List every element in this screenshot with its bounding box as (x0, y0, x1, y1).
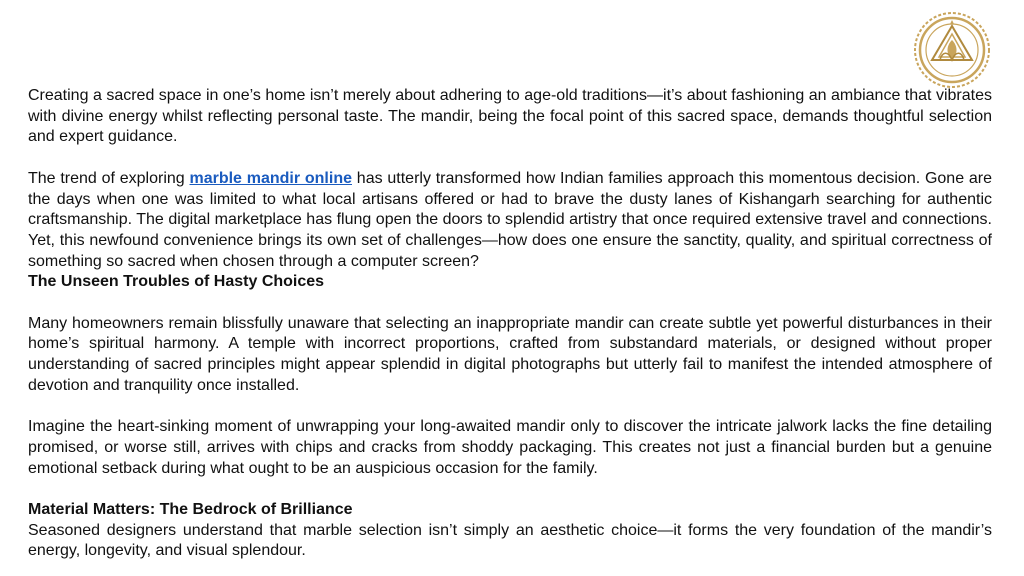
paragraph-marble-selection: Seasoned designers understand that marble selection isn’t simply an aesthetic choice—it forms the very foundation of the mandir’s energy, longevity, and visual splendour. (28, 521, 992, 560)
paragraph-intro: Creating a sacred space in one’s home isn’t merely about adhering to age-old traditions—it’s about fashioning an ambiance that vibrates with divine energy whilst reflecting personal taste. The mandir, being the focal point of this sacred space, demands thoughtful selection and expert guidance. (28, 87, 992, 146)
logo-emblem-svg (912, 10, 992, 90)
article-body (28, 86, 992, 562)
paragraph-online-trend-rest: has utterly transformed how Indian families approach this momentous decision. Gone are the days when one was limited to what local artisans offered or had to brave the dusty lanes of Kishangarh searching for authentic craftsmanship. The digital marketplace has flung open the doors to splendid artistry that once required extensive travel and connections. Yet, this newfound convenience brings its own set of challenges—how does one ensure the sanctity, quality, and spiritual correctness of something so sacred when chosen through a computer screen? (28, 169, 993, 270)
marble-mandir-online-link[interactable]: marble mandir online (189, 169, 352, 187)
heading-unseen-troubles: The Unseen Troubles of Hasty Choices (28, 273, 325, 291)
heading-material-matters: Material Matters: The Bedrock of Brilliance (28, 501, 353, 518)
paragraph-online-trend (28, 169, 992, 273)
paragraph-inappropriate-mandir: Many homeowners remain blissfully unaware that selecting an inappropriate mandir can create subtle yet powerful disturbances in their home’s spiritual harmony. A temple with incorrect proportions, crafted from substandard materials, or designed without proper understanding of sacred principles might appear splendid in digital photographs but utterly fail to manifest the intended atmosphere of devotion and tranquility once installed. (28, 314, 992, 394)
paragraph-heart-sinking: Imagine the heart-sinking moment of unwrapping your long-awaited mandir only to discover the intricate jalwork lacks the fine detailing promised, or worse still, arrives with chips and cracks from shoddy packaging. This creates not just a financial burden but a genuine emotional setback during what ought to be an auspicious occasion for the family. (28, 418, 992, 477)
mandir-lotus-emblem-icon (912, 10, 992, 90)
paragraph-online-trend-lead: The trend of exploring (28, 169, 190, 187)
